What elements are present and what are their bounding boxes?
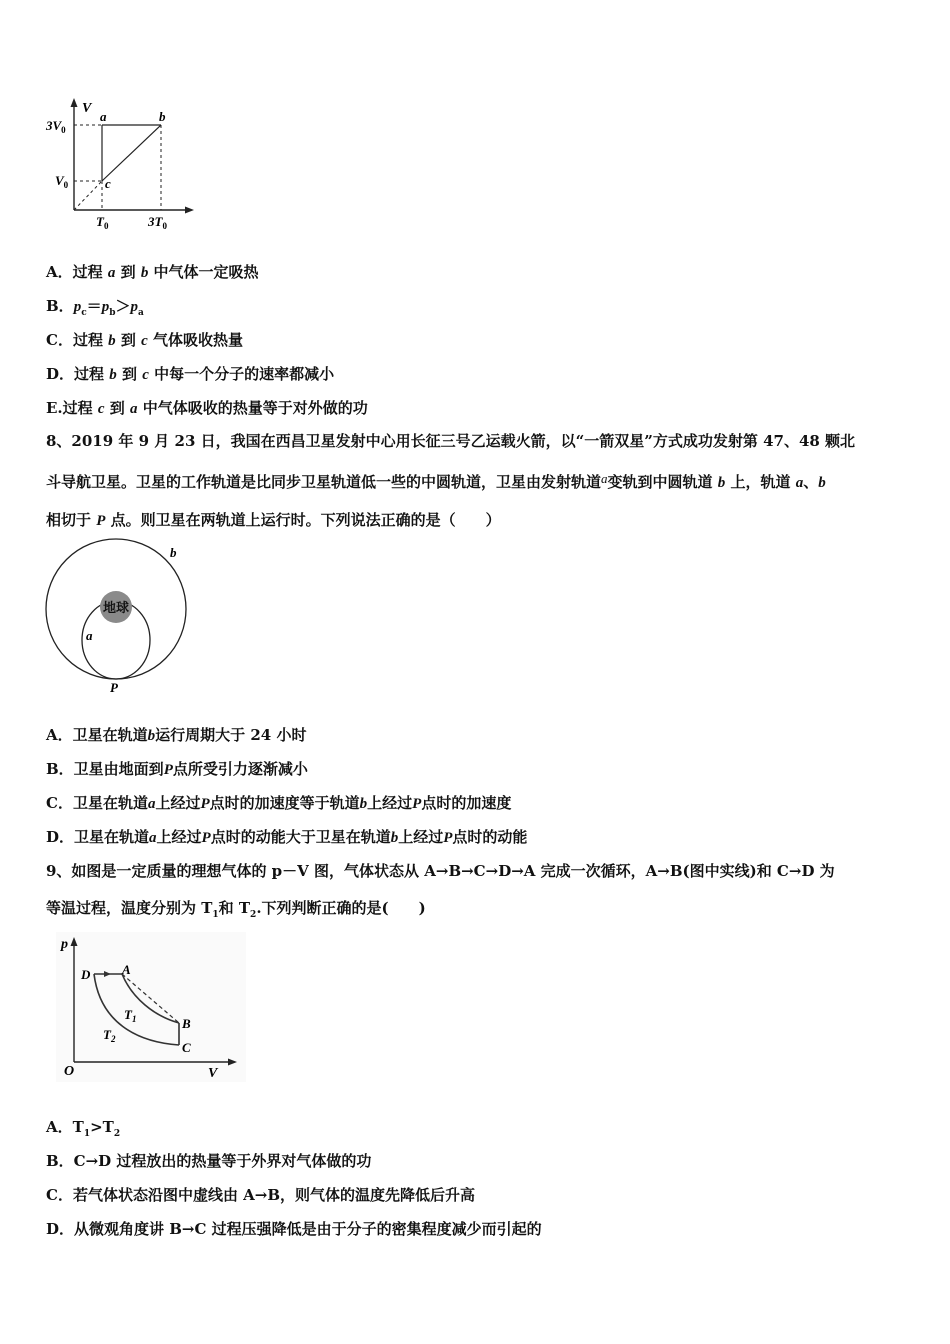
q8-line-2: 斗导航卫星。卫星的工作轨道是比同步卫星轨道低一些的中圆轨道，卫星由发射轨道a变轨到中圆轨道 b 上，轨道 a、b <box>46 471 826 491</box>
question-8-stem <box>46 423 912 540</box>
vt-point-b: b <box>159 109 166 124</box>
vt-t-arrow <box>185 207 194 214</box>
pv-origin-label: O <box>64 1064 75 1079</box>
pv-axis-p-label: p <box>61 937 68 952</box>
vt-axis-v-label: V <box>82 101 92 116</box>
earth-label: 地球 <box>102 600 130 615</box>
vt-label-3t0: $3T_0$ <box>148 214 167 231</box>
pv-label-t2: $T_2$ <box>103 1027 116 1044</box>
q7-option-b: B．$p_c=p_b>p_a$ <box>46 297 144 318</box>
vt-point-c: c <box>105 176 111 191</box>
orbit-diagram <box>40 532 200 697</box>
vt-dash-origin-c <box>74 181 102 210</box>
vt-line-bc <box>102 125 161 181</box>
q9-line-2: 等温过程，温度分别为 $T_1$和 $T_2$.下列判断正确的是( ) <box>46 899 426 920</box>
q9-option-b: B．C→D 过程放出的热量等于外界对气体做的功 <box>46 1152 372 1170</box>
pv-point-b: B <box>182 1016 191 1031</box>
q7-option-a: A．过程 a 到 b 中气体一定吸热 <box>46 263 259 281</box>
pv-point-c: C <box>182 1040 191 1055</box>
point-p-label: P <box>110 680 118 695</box>
q9-option-a: A．$T_1>T_2$ <box>46 1118 121 1139</box>
orbit-b-label: b <box>170 545 177 560</box>
q7-option-d: D．过程 b 到 c 中每一个分子的速率都减小 <box>46 365 335 383</box>
pv-point-d: D <box>81 967 91 982</box>
vt-v-arrow <box>71 98 78 107</box>
question-9-stem <box>46 853 912 934</box>
orbit-a-label: a <box>86 628 93 643</box>
pv-axis-v-label: V <box>208 1066 218 1081</box>
q7-option-e: E.过程 c 到 a 中气体吸收的热量等于对外做的功 <box>46 399 368 417</box>
pv-diagram <box>56 932 246 1082</box>
q8-option-d: D．卫星在轨道a上经过P点时的动能大于卫星在轨道b上经过P点时的动能 <box>46 828 528 846</box>
q8-line-1: 8、2019 年 9 月 23 日，我国在西昌卫星发射中心用长征三号乙运载火箭，以“一箭双星”方式成功发射第 47、48 颗北 <box>46 432 856 450</box>
q9-option-d: D．从微观角度讲 B→C 过程压强降低是由于分子的密集程度减少而引起的 <box>46 1220 542 1238</box>
q9-line-1: 9、如图是一定质量的理想气体的 p－V 图，气体状态从 A→B→C→D→A 完成一次循环，A→B(图中实线)和 C→D 为 <box>46 862 835 880</box>
pv-point-a: A <box>122 962 131 977</box>
vt-point-a: a <box>100 109 107 124</box>
vt-label-t0: $T_0$ <box>96 214 109 231</box>
vt-label-3v0: $3V_0$ <box>46 118 66 135</box>
vt-label-v0: $V_0$ <box>55 173 69 190</box>
q8-option-b: B．卫星由地面到P点所受引力逐渐减小 <box>46 760 308 778</box>
q9-option-c: C．若气体状态沿图中虚线由 A→B，则气体的温度先降低后升高 <box>46 1186 476 1204</box>
q8-line-3: 相切于 P 点。则卫星在两轨道上运行时。下列说法正确的是（ ） <box>46 511 501 529</box>
q7-option-c: C．过程 b 到 c 气体吸收热量 <box>46 331 244 349</box>
q8-option-a: A．卫星在轨道b运行周期大于 24 小时 <box>46 726 307 744</box>
vt-diagram <box>44 94 204 234</box>
q8-option-c: C．卫星在轨道a上经过P点时的加速度等于轨道b上经过P点时的加速度 <box>46 794 512 812</box>
pv-label-t1: $T_1$ <box>124 1007 137 1024</box>
